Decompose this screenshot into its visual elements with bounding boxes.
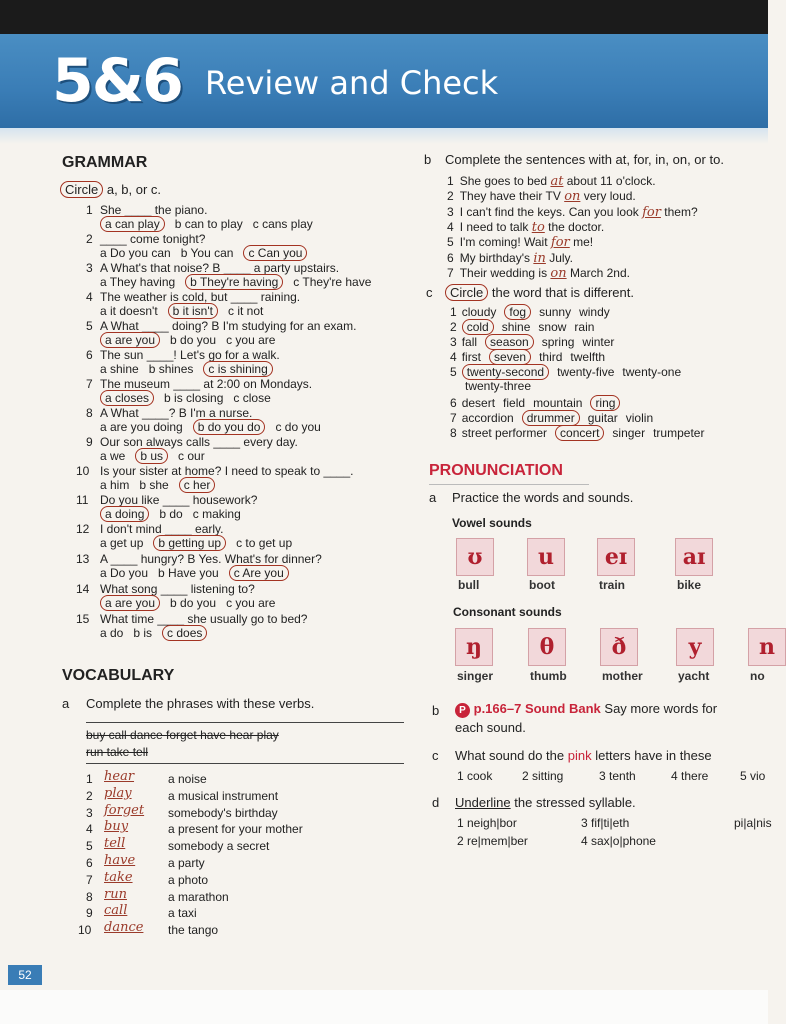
grammar-option[interactable]: a Do you can (100, 246, 171, 260)
grammar-option[interactable]: c Can you (243, 245, 307, 261)
grammar-option[interactable]: b us (135, 448, 168, 464)
pron-d-text: the stressed syllable. (510, 795, 636, 810)
vocab-c-word[interactable]: snow (538, 320, 567, 334)
pron-c-label: c (432, 748, 439, 763)
vocab-b-label: b (424, 152, 432, 167)
grammar-option[interactable]: b it isn't (168, 303, 218, 319)
vocab-phrase: a photo (168, 872, 209, 887)
grammar-item-text: Our son always calls ____ every day. (100, 435, 298, 449)
grammar-options (100, 507, 251, 521)
pron-d-word: 3 fif|ti|eth (581, 816, 630, 830)
vocab-item-number: 9 (86, 906, 93, 921)
vocab-c-word[interactable]: seven (489, 349, 531, 365)
vocab-item-number: 6 (86, 856, 93, 870)
vocab-answer: dance (104, 920, 144, 936)
vocab-c-word[interactable]: ring (590, 395, 620, 411)
vocab-phrase: a noise (168, 772, 207, 786)
grammar-item-text: What time ____ she usually go to bed? (100, 612, 308, 626)
grammar-option[interactable]: a it doesn't (100, 304, 158, 318)
vocab-answer: buy (104, 819, 129, 835)
vocab-c-word[interactable]: singer (612, 426, 646, 440)
sound-word: thumb (530, 669, 567, 683)
vocab-b-number: 3 (447, 204, 454, 219)
grammar-options (100, 333, 285, 347)
vocab-c-word[interactable]: twenty-second (462, 364, 549, 380)
grammar-item-text: A What ____? B I'm a nurse. (100, 406, 253, 420)
grammar-option[interactable]: b is (133, 626, 153, 640)
vocab-phrase: a musical instrument (168, 788, 279, 803)
grammar-heading: GRAMMAR (62, 154, 148, 171)
vocab-c-word[interactable]: concert (555, 425, 604, 441)
grammar-option[interactable]: c you are (226, 333, 276, 347)
grammar-item-number: 1 (86, 203, 93, 217)
grammar-options (100, 304, 273, 318)
vocab-b-answer: at (550, 174, 564, 189)
grammar-item-number: 4 (86, 290, 93, 304)
vocab-c-item (450, 411, 661, 425)
grammar-options (100, 391, 281, 405)
grammar-option[interactable]: b is closing (164, 391, 224, 405)
grammar-options (100, 217, 323, 231)
vocab-item-number: 1 (86, 772, 93, 786)
vocab-c-number: 4 (450, 350, 457, 364)
pron-d-word: 2 re|mem|ber (457, 834, 528, 848)
vocab-b-number: 2 (447, 189, 454, 204)
vocab-b-number: 5 (447, 235, 454, 250)
vocab-c-word[interactable]: field (503, 396, 526, 410)
grammar-option[interactable]: a get up (100, 536, 144, 550)
vocab-b-before: I need to talk (459, 219, 532, 234)
vocab-b-number: 1 (447, 174, 454, 188)
vocab-c-number: 5 (450, 365, 457, 379)
grammar-option[interactable]: a shine (100, 362, 139, 376)
grammar-item-text: The sun ____! Let's go for a walk. (100, 348, 280, 362)
grammar-option[interactable]: a do (100, 626, 124, 640)
vocab-answer: play (104, 785, 132, 801)
grammar-item-text: The museum ____ at 2:00 on Mondays. (100, 377, 313, 391)
vocab-b-after: about 11 o'clock. (563, 174, 656, 188)
vocab-c-word[interactable]: winter (582, 335, 615, 349)
pron-d-word: pi|a|nis (734, 816, 772, 830)
pron-c-word: 4 there (671, 769, 709, 783)
grammar-option[interactable]: b can to play (174, 217, 243, 231)
pron-d-label: d (432, 795, 440, 810)
pron-a-label: a (429, 490, 437, 505)
unit-number: 5&6 (52, 46, 182, 116)
grammar-option[interactable]: c Are you (229, 565, 289, 581)
pron-d-instruction (455, 795, 636, 810)
grammar-option[interactable]: c They're have (293, 275, 372, 289)
grammar-option[interactable]: b They're having (185, 274, 283, 290)
vocab-phrase: a taxi (168, 906, 197, 921)
vocab-b-after: the doctor. (544, 219, 605, 234)
grammar-item-text: The weather is cold, but ____ raining. (100, 290, 301, 304)
grammar-option[interactable]: c it not (227, 304, 264, 318)
vocab-answer: run (104, 886, 127, 902)
vocab-c-word[interactable]: trumpeter (653, 426, 705, 440)
vocab-b-answer: for (642, 204, 661, 220)
sound-picture-icon: ŋ (455, 628, 493, 666)
grammar-item-number: 11 (76, 493, 89, 507)
vocab-c-number: 6 (450, 396, 457, 410)
vocab-b-number: 7 (447, 265, 454, 280)
pron-b-text: Say more words for (604, 701, 718, 716)
grammar-option[interactable]: c cans play (252, 217, 313, 231)
vocab-c-item (450, 350, 613, 364)
vocab-b-item (447, 235, 593, 250)
vocab-item-number: 3 (86, 805, 93, 820)
grammar-option[interactable]: a are you (100, 332, 160, 348)
grammar-option[interactable]: c her (179, 477, 216, 493)
pron-d-word: 1 neigh|bor (457, 816, 517, 830)
vocab-c-word[interactable]: cloudy (461, 305, 497, 319)
grammar-option[interactable]: b do you (170, 333, 217, 347)
grammar-item-text: I don't mind ____ early. (100, 522, 224, 536)
grammar-item-text: A What ____ doing? B I'm studying for an exam. (100, 319, 357, 333)
vocab-b-before: They have their TV (459, 189, 565, 204)
pron-c-word: 3 tenth (599, 769, 636, 783)
vocab-b-before: My birthday's (459, 250, 534, 265)
vocab-b-after: July. (545, 250, 573, 265)
vocab-b-before: Their wedding is (459, 265, 551, 280)
vocab-c-number: 2 (450, 320, 457, 334)
grammar-instruction (60, 182, 161, 197)
sound-word: no (750, 669, 765, 683)
vocab-item-number: 8 (86, 889, 93, 904)
pink-word: pink (567, 748, 592, 763)
vocab-c-instruction (445, 285, 634, 300)
pron-c-post: letters have in these (591, 748, 712, 763)
grammar-item-number: 5 (86, 319, 93, 333)
vocabulary-heading: VOCABULARY (62, 667, 175, 684)
vocab-c-word[interactable]: season (485, 334, 534, 350)
grammar-option[interactable]: c to get up (236, 536, 293, 550)
vocab-answer: have (104, 853, 136, 868)
grammar-option[interactable]: b shines (148, 362, 194, 376)
vocab-c-item (450, 305, 618, 319)
underline-word: Underline (455, 795, 511, 810)
vocab-c-word[interactable]: shine (501, 320, 531, 334)
grammar-item-number: 9 (86, 435, 93, 449)
instruction-text: a, b, or c. (103, 182, 162, 197)
grammar-options (100, 536, 302, 550)
vocab-c-word[interactable]: twenty-five (557, 365, 615, 379)
vocab-a-label: a (62, 696, 70, 711)
vocab-b-item (447, 266, 630, 281)
grammar-item-text: ____ come tonight? (100, 232, 206, 246)
grammar-item-number: 13 (76, 552, 90, 566)
circle-word: Circle (60, 181, 103, 198)
sound-picture-icon: ð (600, 628, 638, 666)
vocab-c-number: 1 (450, 305, 457, 319)
grammar-option[interactable]: b do you do (193, 419, 266, 435)
vocab-c-word[interactable]: guitar (587, 411, 618, 425)
vocab-c-word[interactable]: street performer (461, 426, 548, 440)
sound-picture-icon: ʊ (456, 538, 494, 576)
pron-b-label: b (432, 703, 440, 718)
grammar-item-text: Do you like ____ housework? (100, 493, 258, 507)
vocab-b-item (447, 189, 636, 204)
grammar-option[interactable]: a doing (100, 506, 149, 522)
vocab-c-word[interactable]: fog (504, 304, 531, 320)
vocab-c-word[interactable]: desert (461, 396, 496, 410)
grammar-option[interactable]: a They having (100, 275, 176, 289)
grammar-options (100, 596, 285, 610)
grammar-item-number: 2 (86, 232, 93, 246)
vocab-b-item (447, 220, 604, 235)
grammar-option[interactable]: a we (100, 449, 126, 463)
vocab-b-after: very loud. (580, 189, 636, 204)
vocab-b-item (447, 251, 573, 266)
grammar-option[interactable]: a are you doing (100, 420, 183, 434)
page-title: Review and Check (205, 64, 499, 102)
vocab-b-after: me! (569, 235, 594, 250)
verbs-line-1: buy call dance forget have hear play (86, 728, 279, 742)
grammar-option[interactable]: c you are (226, 596, 276, 610)
vocab-b-number: 6 (447, 250, 454, 265)
verbs-line-2: run take tell (86, 745, 149, 759)
vocab-item-number: 5 (86, 839, 93, 854)
pron-a-instruction: Practice the words and sounds. (452, 490, 634, 505)
header-shadow (0, 128, 768, 144)
grammar-item-number: 8 (86, 406, 93, 420)
sound-picture-icon: θ (528, 628, 566, 666)
grammar-item-number: 14 (76, 582, 90, 596)
grammar-item-number: 15 (76, 612, 90, 626)
vowel-sounds-label: Vowel sounds (452, 516, 532, 530)
vocab-c-number: 3 (450, 335, 457, 349)
vocab-answer: forget (104, 802, 145, 818)
grammar-item-number: 3 (86, 261, 93, 275)
grammar-option[interactable]: a closes (100, 390, 154, 406)
grammar-option[interactable]: c our (178, 449, 205, 463)
grammar-item-number: 10 (76, 464, 90, 478)
grammar-option[interactable]: a can play (100, 216, 165, 232)
vocab-c-word[interactable]: drummer (522, 410, 580, 426)
vocab-c-word[interactable]: fall (461, 335, 478, 349)
vocab-c-word[interactable]: violin (625, 411, 654, 425)
sound-word: train (599, 578, 626, 592)
vocab-c-word[interactable]: third (539, 350, 563, 364)
sound-word: boot (529, 578, 555, 592)
vocab-phrase: a party (168, 856, 205, 870)
grammar-item-text: Is your sister at home? I need to speak to ____. (100, 464, 354, 478)
vocab-item-number: 4 (86, 822, 93, 837)
pron-c-instruction (455, 748, 712, 763)
pron-c-word: 5 vio (740, 769, 766, 783)
grammar-option[interactable]: b do (159, 507, 183, 521)
pron-c-pre: What sound do the (455, 748, 568, 763)
vocab-answer: take (104, 869, 133, 885)
vocab-b-number: 4 (447, 219, 454, 234)
vocab-c-word[interactable]: windy (579, 305, 610, 319)
sound-picture-icon: eɪ (597, 538, 635, 576)
vocab-c-number: 7 (450, 411, 457, 425)
pronunciation-rule (429, 484, 589, 485)
grammar-option[interactable]: b Have you (158, 566, 219, 580)
vocab-b-after: March 2nd. (566, 265, 630, 280)
page-number: 52 (8, 965, 42, 985)
vocab-phrase: the tango (168, 923, 219, 938)
vocab-item-number: 7 (86, 872, 93, 887)
pron-b-text-2: each sound. (455, 720, 526, 735)
vocab-phrase: a marathon (168, 889, 229, 904)
grammar-option[interactable]: b she (139, 478, 169, 492)
vocab-c-word[interactable]: accordion (461, 411, 514, 425)
vocab-c-word[interactable]: spring (541, 335, 575, 349)
vocab-b-answer: on (564, 189, 581, 205)
vocab-c-label: c (426, 285, 433, 300)
grammar-option[interactable]: c close (233, 391, 271, 405)
grammar-option[interactable]: b getting up (153, 535, 226, 551)
sound-picture-icon: n (748, 628, 786, 666)
pron-c-word: 2 sitting (522, 769, 564, 783)
vocab-answer: call (104, 903, 128, 919)
grammar-option[interactable]: a him (100, 478, 130, 492)
grammar-options (100, 420, 331, 434)
vocab-c-item (450, 396, 628, 410)
sound-picture-icon: aɪ (675, 538, 713, 576)
grammar-item-text: She ____ the piano. (100, 203, 208, 217)
vocab-b-before: I'm coming! Wait (459, 235, 551, 250)
grammar-item-text: What song ____ listening to? (100, 582, 255, 596)
vocab-c-item (450, 426, 712, 440)
vocab-b-before: I can't find the keys. Can you look (459, 204, 643, 219)
vocab-c-word[interactable]: twenty-one (622, 365, 682, 379)
vocab-phrase: a present for your mother (168, 822, 303, 837)
grammar-option[interactable]: c do you (275, 420, 321, 434)
grammar-options (100, 626, 217, 640)
vocab-b-instruction: Complete the sentences with at, for, in, on, or to. (445, 152, 724, 167)
grammar-option[interactable]: a Do you (100, 566, 149, 580)
grammar-options (100, 246, 317, 260)
vocab-phrase: somebody's birthday (168, 805, 278, 820)
grammar-option[interactable]: c making (192, 507, 241, 521)
pronunciation-heading: PRONUNCIATION (429, 462, 563, 479)
vocab-b-answer: in (533, 250, 546, 266)
photo-top-edge (0, 0, 768, 34)
sound-picture-icon: y (676, 628, 714, 666)
grammar-option[interactable]: b You can (180, 246, 234, 260)
verb-box (86, 722, 404, 764)
grammar-options (100, 275, 381, 289)
vocab-c-instruction-text: the word that is different. (488, 285, 634, 300)
pron-d-word: 4 sax|o|phone (581, 834, 656, 848)
grammar-item-number: 7 (86, 377, 93, 391)
vocab-c-item (450, 320, 602, 334)
vocab-phrase: somebody a secret (168, 839, 270, 854)
page-header (0, 34, 768, 128)
grammar-options (100, 478, 225, 492)
vocab-c-word[interactable]: cold (462, 319, 494, 335)
vocab-b-item (447, 174, 656, 189)
grammar-option[interactable]: a are you (100, 595, 160, 611)
vocab-a-instruction: Complete the phrases with these verbs. (86, 696, 315, 711)
grammar-options (100, 449, 215, 463)
grammar-option[interactable]: c does (162, 625, 207, 641)
vocab-item-number: 2 (86, 788, 93, 803)
vocab-c-word[interactable]: twelfth (570, 350, 606, 364)
pron-b-line (455, 701, 717, 718)
grammar-item-text: A What's that noise? B ____ a party upstairs. (100, 261, 340, 275)
vocab-c-word[interactable]: rain (574, 320, 595, 334)
grammar-item-number: 6 (86, 348, 93, 362)
vocab-c-word[interactable]: sunny (539, 305, 572, 319)
vocab-b-answer: on (550, 265, 567, 281)
sound-word: bike (677, 578, 702, 592)
vocab-b-answer: for (550, 235, 570, 251)
sound-word: mother (602, 669, 643, 683)
grammar-options (100, 566, 299, 580)
p-badge-icon: P (455, 703, 470, 718)
consonant-sounds-label: Consonant sounds (453, 605, 562, 619)
vocab-answer: hear (104, 769, 135, 784)
circle-word-c: Circle (445, 284, 488, 301)
grammar-option[interactable]: c is shining (203, 361, 272, 377)
sound-word: singer (457, 669, 494, 683)
grammar-options (100, 362, 283, 376)
vocab-c-word[interactable]: first (461, 350, 482, 364)
grammar-option[interactable]: b do you (170, 596, 217, 610)
pron-c-word: 1 cook (457, 769, 493, 783)
vocab-c-word[interactable]: mountain (533, 396, 583, 410)
vocab-item-number: 10 (78, 923, 92, 938)
vocab-b-after: them? (660, 204, 698, 219)
vocab-b-item (447, 205, 698, 220)
sound-picture-icon: u (527, 538, 565, 576)
sound-word: bull (458, 578, 480, 592)
photo-bottom-edge (0, 990, 768, 1024)
vocab-answer: tell (104, 836, 126, 852)
sound-word: yacht (678, 669, 710, 683)
vocab-c-word[interactable]: twenty-three (465, 379, 532, 393)
vocab-b-answer: to (531, 219, 545, 235)
vocab-c-item (450, 335, 622, 349)
grammar-item-number: 12 (76, 522, 90, 536)
vocab-b-before: She goes to bed (459, 174, 551, 188)
sound-bank-link[interactable]: p.166–7 Sound Bank (473, 701, 601, 716)
grammar-item-text: A ____ hungry? B Yes. What's for dinner? (100, 552, 322, 566)
vocab-c-item (450, 365, 689, 379)
vocab-c-number: 8 (450, 426, 457, 440)
